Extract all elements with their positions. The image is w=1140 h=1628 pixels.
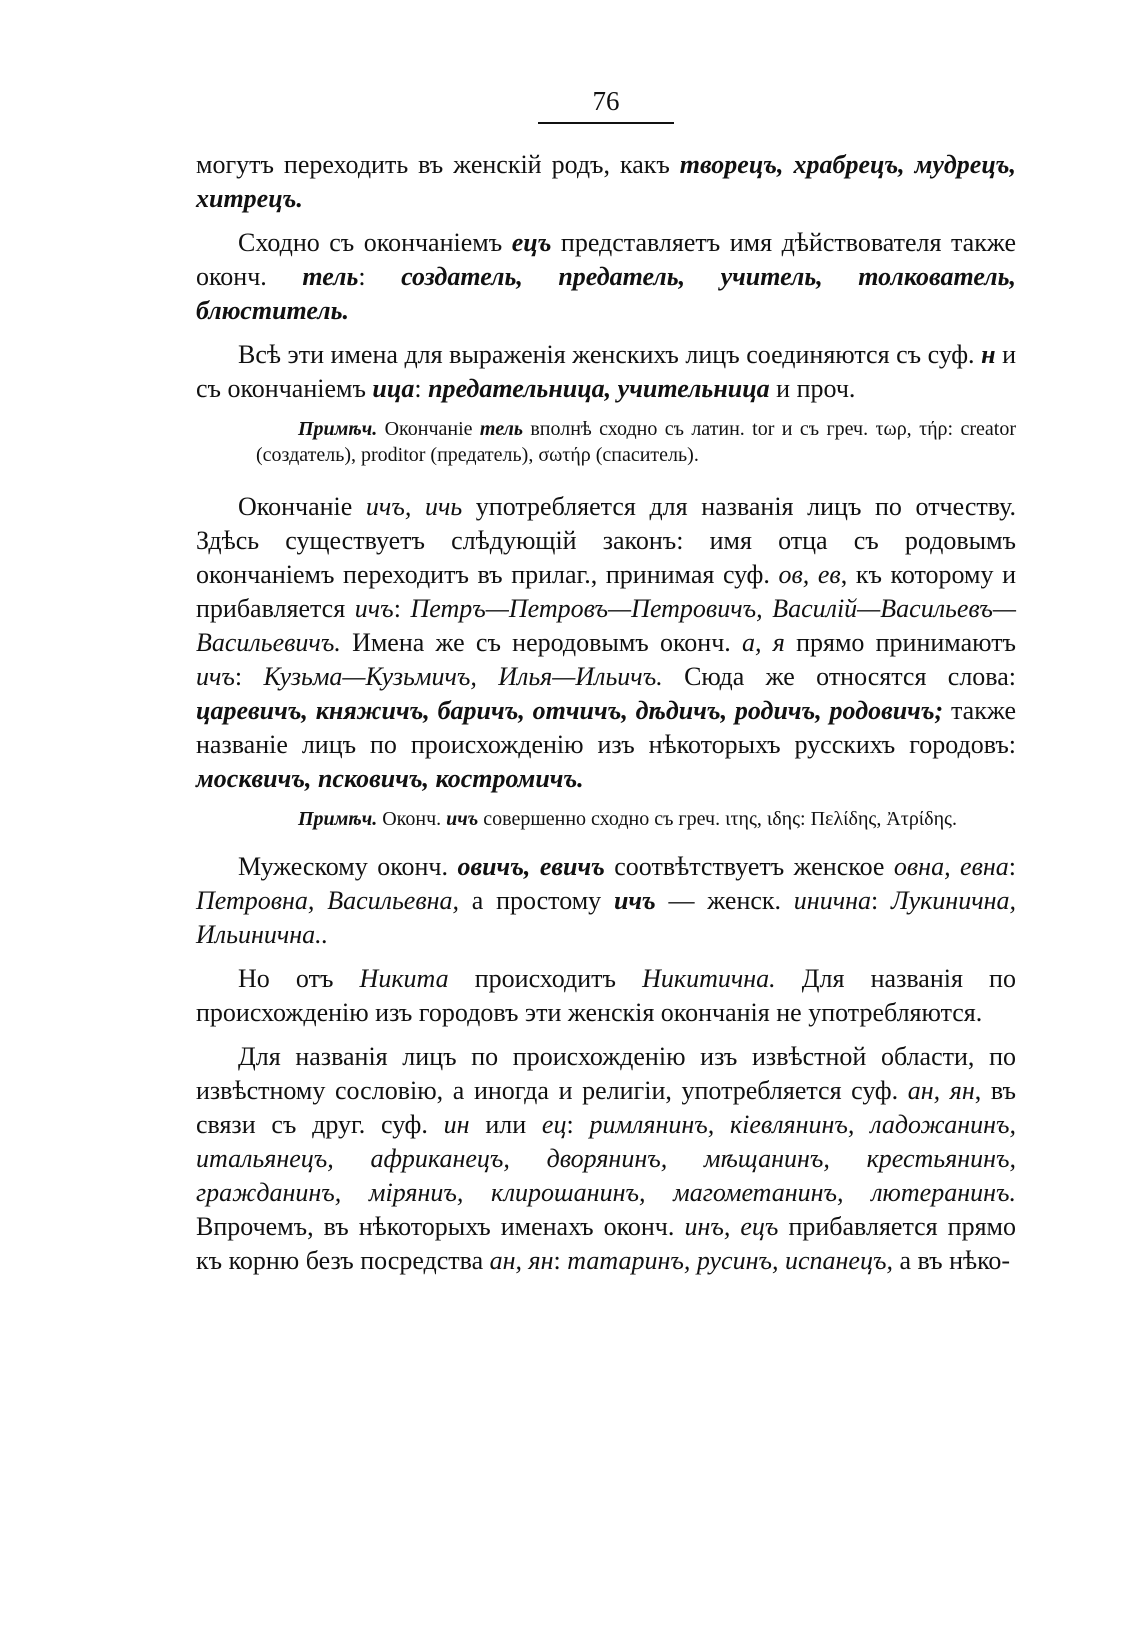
text-run: Для названія лицъ по происхожденію изъ извѣстной области, по извѣстному сословію, а иногда и религіи, употребляется суф.	[196, 1042, 1016, 1105]
text-run: Сходно съ окончаніемъ	[238, 228, 512, 257]
text-run: и проч.	[769, 374, 856, 403]
text-run: :	[553, 1246, 568, 1275]
text-run: :	[358, 262, 402, 291]
text-run: , въ связи съ друг. суф.	[196, 1076, 1016, 1139]
paragraph-7	[196, 1040, 1016, 1278]
suffix: ичъ	[196, 662, 235, 691]
example-word: Никитична.	[642, 964, 776, 993]
suffix: ан, ян	[489, 1246, 554, 1275]
suffix: а, я	[742, 628, 785, 657]
paragraph-1	[196, 148, 1016, 216]
text-run: происходитъ	[448, 964, 643, 993]
suffix: ица	[372, 374, 415, 403]
suffix: тель	[302, 262, 359, 291]
footnote-1	[256, 416, 1016, 468]
suffix: ичъ	[613, 886, 656, 915]
text-run: а простому	[459, 886, 614, 915]
note-label: Примѣч.	[298, 418, 378, 440]
example-words: создатель, предатель, учитель, толкователь, блюститель.	[196, 262, 1016, 325]
text-run: Впрочемъ, въ нѣкоторыхъ именахъ оконч.	[196, 1212, 685, 1241]
text-run: а въ нѣко-	[892, 1246, 1011, 1275]
text-run: :	[414, 374, 429, 403]
suffix: ин	[443, 1110, 470, 1139]
text-run: :	[1008, 852, 1016, 881]
example-words: москвичъ, псковичъ, костромичъ.	[196, 764, 584, 793]
text-run: также названіе лицъ по происхожденію изъ нѣкоторыхъ русскихъ городовъ:	[196, 696, 1016, 759]
text-run: Окончаніе	[377, 418, 480, 440]
text-run: и съ окончаніемъ	[196, 340, 1016, 403]
text-run: или	[469, 1110, 542, 1139]
text-run: прямо принимаютъ	[784, 628, 1017, 657]
text-run: Мужескому оконч.	[238, 852, 458, 881]
example-words: Лукинична, Ильинична..	[196, 886, 1017, 949]
suffix: ан, ян	[907, 1076, 975, 1105]
suffix: овна, евна	[893, 852, 1009, 881]
example-words: Петръ—Петровъ—Петровичъ, Василій—Васильевъ—Васильевичъ.	[196, 594, 1016, 657]
text-run: вполнѣ сходно съ латин. tor и съ греч. τωρ, τήρ: creator (создатель), proditor (предатель), σωτήρ (спаситель).	[256, 418, 1016, 466]
text-run: могутъ переходить въ женскій родъ, какъ	[196, 150, 680, 179]
suffix: ец	[541, 1110, 567, 1139]
paragraph-5	[196, 850, 1016, 952]
text-run: Окончаніе	[238, 492, 366, 521]
paragraph-6	[196, 962, 1016, 1030]
text-run: :	[871, 886, 891, 915]
footnote-2	[256, 806, 1016, 832]
example-word: Никита	[359, 964, 449, 993]
text-run: Имена же съ неродовымъ оконч.	[340, 628, 743, 657]
text-run: совершенно сходно съ греч. ιτης, ιδης: Πελίδης, Ἀτρίδης.	[478, 808, 957, 830]
suffix: ов, ев	[778, 560, 841, 589]
suffix: ецъ	[511, 228, 552, 257]
suffix: н	[981, 340, 996, 369]
suffix: овичъ, евичъ	[457, 852, 605, 881]
example-words: предательница, учительница	[428, 374, 770, 403]
example-words: татаринъ, русинъ, испанецъ,	[567, 1246, 893, 1275]
suffix: ичъ	[354, 594, 394, 623]
paragraph-2	[196, 226, 1016, 328]
text-run: Оконч.	[377, 808, 447, 830]
text-run: :	[234, 662, 264, 691]
suffix: инъ, ецъ	[684, 1212, 779, 1241]
page	[196, 82, 1016, 1288]
suffix: ичъ, ичь	[365, 492, 463, 521]
text-run: представляетъ имя дѣйствователя также оконч.	[196, 228, 1016, 291]
text-run: Всѣ эти имена для выраженія женскихъ лицъ соединяются съ суф.	[238, 340, 982, 369]
text-run: употребляется для названія лицъ по отчеству. Здѣсь существуетъ слѣдующій законъ: имя отца съ родовымъ окончаніемъ переходитъ въ прилаг., принимая суф.	[196, 492, 1017, 589]
text-run: — женск.	[655, 886, 794, 915]
text-run: Для названія по происхожденію изъ городовъ эти женскія окончанія не употребляются.	[196, 964, 1016, 1027]
paragraph-4	[196, 490, 1016, 796]
body-text	[196, 148, 1016, 1278]
text-run: :	[393, 594, 411, 623]
example-words: царевичъ, княжичъ, баричъ, отчичъ, дѣдичъ, родичъ, родовичъ;	[196, 696, 944, 725]
text-run: :	[566, 1110, 590, 1139]
page-number: 76	[592, 86, 620, 116]
text-run: Но отъ	[238, 964, 360, 993]
suffix: ичъ	[446, 808, 479, 830]
example-words: Петровна, Васильевна,	[196, 886, 460, 915]
paragraph-3	[196, 338, 1016, 406]
suffix: тель	[479, 418, 523, 440]
example-words: творецъ, храбрецъ, мудрецъ, хитрецъ.	[196, 150, 1016, 213]
note-label: Примѣч.	[298, 808, 378, 830]
example-words: Кузьма—Кузьмичъ, Илья—Ильичъ.	[263, 662, 663, 691]
text-run: Сюда же относятся слова:	[662, 662, 1016, 691]
text-run: прибавляется прямо къ корню безъ посредства	[196, 1212, 1016, 1275]
text-run: , къ которому и прибавляется	[196, 560, 1016, 623]
header-rule	[538, 122, 674, 124]
text-run: соотвѣтствуетъ женское	[604, 852, 894, 881]
suffix: инична	[793, 886, 871, 915]
example-words: римлянинъ, кіевлянинъ, ладожанинъ, итальянецъ, африканецъ, дворянинъ, мѣщанинъ, крестьянинъ, гражданинъ, міряниъ, клирошанинъ, магометанинъ, лютеранинъ.	[196, 1110, 1016, 1207]
